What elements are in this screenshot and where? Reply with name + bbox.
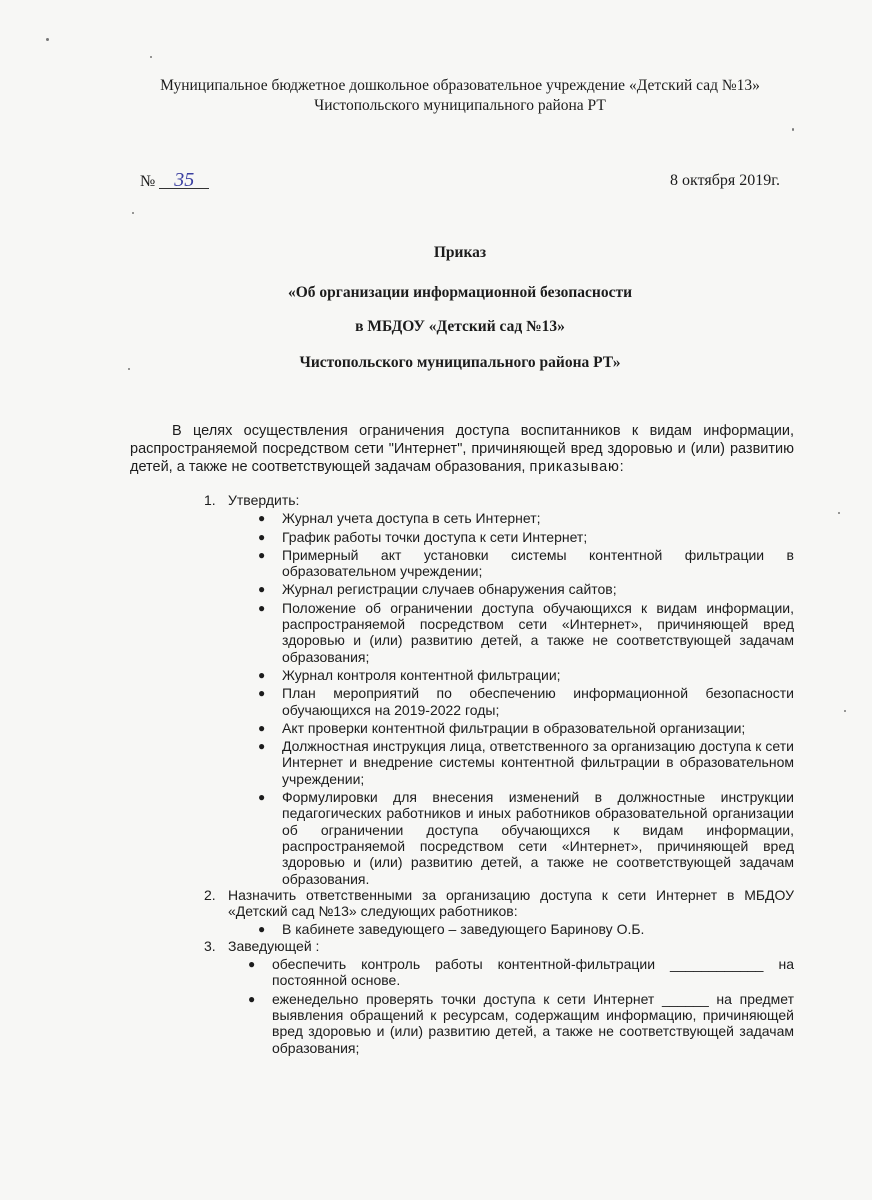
bullet-item — [130, 510, 794, 526]
order-item-text: Утвердить: — [228, 492, 300, 508]
order-number — [140, 169, 209, 191]
bullet-dot-icon: ● — [258, 790, 266, 805]
bullet-item — [130, 789, 794, 887]
order-date: 8 октября 2019г. — [670, 172, 780, 189]
bullet-item — [130, 529, 794, 545]
bullet-text: План мероприятий по обеспечению информационной безопасности обучающихся на 2019-2022 годы; — [282, 685, 794, 718]
bullet-text: Примерный акт установки системы контентной фильтрации в образовательном учреждении; — [282, 546, 794, 580]
bullet-dot-icon: ● — [258, 600, 266, 615]
bullet-item — [130, 720, 794, 736]
header-line-2: Чистопольского муниципального района РТ — [314, 97, 606, 114]
bullet-dot-icon: ● — [258, 922, 266, 937]
intro-verb: приказываю: — [529, 459, 625, 475]
order-item-bullets — [130, 956, 794, 1056]
bullet-dot-icon: ● — [258, 547, 266, 562]
bullet-dot-icon: ● — [258, 739, 266, 754]
scan-speck — [844, 710, 846, 712]
order-item — [130, 887, 794, 938]
scan-speck — [132, 212, 134, 214]
bullet-dot-icon: ● — [258, 511, 266, 526]
order-item — [130, 492, 794, 887]
intro-paragraph — [130, 422, 794, 476]
bullet-text: Журнал учета доступа в сеть Интернет; — [282, 510, 541, 527]
bullet-item — [130, 547, 794, 580]
order-items-list — [130, 492, 794, 1056]
bullet-dot-icon: ● — [258, 667, 266, 682]
order-item — [130, 938, 794, 1056]
bullet-dot-icon: ● — [258, 582, 266, 597]
order-item-text: Назначить ответственными за организацию доступа к сети Интернет в МБДОУ «Детский сад №13» следующих работников: — [228, 886, 794, 920]
order-title-line-1: «Об организации информационной безопасности — [287, 284, 633, 301]
bullet-item — [130, 991, 794, 1056]
order-item-number: 1. — [204, 492, 216, 508]
bullet-text: График работы точки доступа к сети Интернет; — [282, 528, 588, 545]
bullet-dot-icon: ● — [258, 529, 266, 544]
order-number-handwritten: 35 — [159, 172, 209, 189]
order-number-label: № — [140, 173, 156, 190]
order-item-number: 3. — [204, 937, 216, 954]
bullet-item — [130, 921, 794, 937]
bullet-text: Должностная инструкция лица, ответственного за организацию доступа к сети Интернет и внедрение системы контентной фильтрации в образовательном учреждении; — [282, 738, 794, 787]
bullet-item — [130, 685, 794, 718]
bullet-text: еженедельно проверять точки доступа к сети Интернет ______ на предмет выявления обращений к ресурсам, содержащим информацию, причиняющей вред здоровью и (или) развитию детей, а также не соответствующей задачам образования; — [272, 990, 794, 1056]
scan-speck — [150, 56, 152, 58]
bullet-item — [130, 738, 794, 787]
order-title-line-3: Чистопольского муниципального района РТ» — [299, 354, 621, 371]
institution-header — [130, 76, 790, 116]
bullet-text: Журнал контроля контентной фильтрации; — [282, 666, 561, 683]
order-heading: Приказ — [433, 244, 487, 261]
bullet-dot-icon: ● — [248, 957, 256, 972]
order-item-bullets — [130, 510, 794, 887]
scan-speck — [792, 128, 794, 131]
bullet-item — [130, 600, 794, 665]
bullet-dot-icon: ● — [258, 720, 266, 735]
scan-speck — [128, 368, 130, 370]
bullet-dot-icon: ● — [258, 686, 266, 701]
bullet-text: Формулировки для внесения изменений в должностные инструкции педагогических работников и иных работников образовательной организации об ограничении доступа обучающихся к видам информации, распространяемой посредством сети «Интернет», причиняющей вред здоровью и (или) развитию детей, а также не соответствующей задачам образования. — [282, 789, 794, 887]
bullet-text: Положение об ограничении доступа обучающихся к видам информации, распространяемой посредством сети «Интернет», причиняющей вред здоровью и (или) развитию детей, а также не соответствующей задачам образования; — [282, 599, 794, 665]
bullet-text: обеспечить контроль работы контентной-фильтрации ____________ на постоянной основе. — [272, 956, 794, 989]
order-item-text: Заведующей : — [228, 937, 320, 954]
bullet-text: Акт проверки контентной фильтрации в образовательной организации; — [282, 719, 746, 736]
order-item-bullets — [130, 921, 794, 937]
bullet-text: Журнал регистрации случаев обнаружения сайтов; — [282, 581, 617, 598]
bullet-item — [130, 667, 794, 683]
header-line-1: Муниципальное бюджетное дошкольное образовательное учреждение «Детский сад №13» — [160, 77, 760, 94]
scan-speck — [46, 38, 49, 41]
intro-text: В целях осуществления ограничения доступа воспитанников к видам информации, распространяемой посредством сети "Интернет", причиняющей вред здоровью и (или) развитию детей, а также не соответствующей задачам образования, — [130, 423, 794, 475]
order-item-number: 2. — [204, 886, 216, 903]
bullet-text: В кабинете заведующего – заведующего Баринову О.Б. — [282, 921, 645, 938]
scan-speck — [838, 512, 840, 514]
bullet-item — [130, 956, 794, 989]
bullet-item — [130, 581, 794, 597]
bullet-dot-icon: ● — [248, 991, 256, 1006]
order-title-line-2: в МБДОУ «Детский сад №13» — [355, 318, 565, 335]
